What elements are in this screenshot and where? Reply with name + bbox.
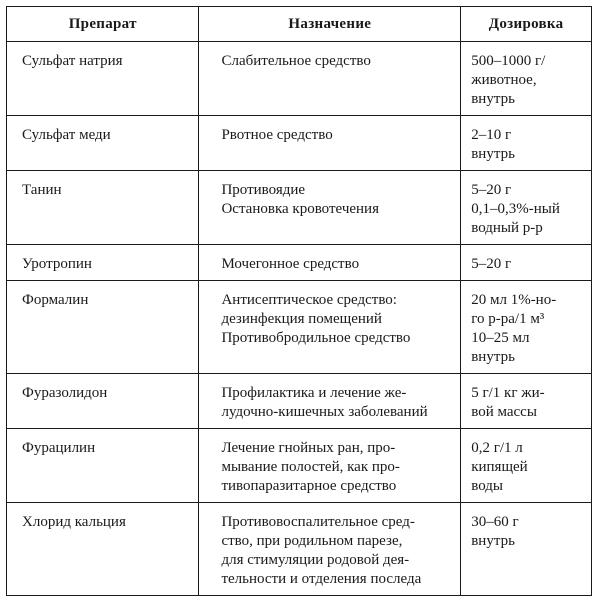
header-purpose: Назначение	[199, 7, 461, 42]
dose-line: 5 г/1 кг жи-	[471, 385, 545, 401]
cell-drug	[7, 245, 199, 281]
purpose-line: Противовоспалительное сред-	[221, 514, 415, 530]
cell-purpose	[199, 281, 461, 374]
dose-line: животное,	[471, 72, 537, 88]
dose-line: го р-ра/1 м³	[471, 311, 545, 327]
purpose-line: тивопаразитарное средство	[221, 478, 397, 494]
purpose-line: лудочно-кишечных заболеваний	[221, 404, 428, 420]
drug-table	[6, 6, 592, 596]
cell-dose	[461, 245, 592, 281]
cell-dose	[461, 116, 592, 171]
drug-name: Уротропин	[22, 256, 92, 272]
drug-name: Хлорид кальция	[22, 514, 126, 530]
cell-dose	[461, 281, 592, 374]
dose-line: кипящей	[471, 459, 528, 475]
cell-dose	[461, 429, 592, 503]
dose-line: 5–20 г	[471, 182, 512, 198]
cell-drug	[7, 171, 199, 245]
table-row	[7, 374, 592, 429]
cell-dose	[461, 374, 592, 429]
table-row	[7, 116, 592, 171]
cell-purpose	[199, 42, 461, 116]
dose-line: 5–20 г	[471, 256, 512, 272]
purpose-line: мывание полостей, как про-	[221, 459, 400, 475]
cell-dose	[461, 503, 592, 596]
purpose-line: Противобродильное средство	[221, 330, 411, 346]
purpose-line: Противоядие	[221, 182, 306, 198]
purpose-line: Остановка кровотечения	[221, 201, 379, 217]
purpose-line: ство, при родильном парезе,	[221, 533, 403, 549]
dose-line: внутрь	[471, 146, 515, 162]
cell-drug	[7, 429, 199, 503]
purpose-line: тельности и отделения последа	[221, 571, 422, 587]
cell-drug	[7, 281, 199, 374]
header-row	[7, 7, 592, 42]
table-row	[7, 503, 592, 596]
table-row	[7, 245, 592, 281]
drug-name: Формалин	[22, 292, 89, 308]
purpose-line: Лечение гнойных ран, про-	[221, 440, 396, 456]
drug-name: Сульфат меди	[22, 127, 111, 143]
dose-line: 2–10 г	[471, 127, 512, 143]
purpose-line: Антисептическое средство:	[221, 292, 397, 308]
cell-dose	[461, 42, 592, 116]
cell-purpose	[199, 171, 461, 245]
header-drug: Препарат	[7, 7, 199, 42]
table-row	[7, 429, 592, 503]
purpose-line: Профилактика и лечение же-	[221, 385, 407, 401]
dose-line: внутрь	[471, 533, 515, 549]
table-row	[7, 42, 592, 116]
table-row	[7, 281, 592, 374]
drug-name: Танин	[22, 182, 62, 198]
purpose-line: для стимуляции родовой дея-	[221, 552, 410, 568]
purpose-line: Мочегонное средство	[221, 256, 360, 272]
dose-line: внутрь	[471, 91, 515, 107]
purpose-line: Рвотное средство	[221, 127, 333, 143]
dose-line: 10–25 мл	[471, 330, 530, 346]
dose-line: 500–1000 г/	[471, 53, 546, 69]
cell-drug	[7, 503, 199, 596]
cell-purpose	[199, 429, 461, 503]
cell-purpose	[199, 503, 461, 596]
dose-line: воды	[471, 478, 503, 494]
cell-drug	[7, 42, 199, 116]
table-body	[7, 42, 592, 596]
dose-line: внутрь	[471, 349, 515, 365]
dose-line: 30–60 г	[471, 514, 519, 530]
cell-drug	[7, 374, 199, 429]
dose-line: 0,2 г/1 л	[471, 440, 523, 456]
table-row	[7, 171, 592, 245]
cell-purpose	[199, 374, 461, 429]
cell-purpose	[199, 245, 461, 281]
drug-name: Фурацилин	[22, 440, 96, 456]
drug-name: Сульфат натрия	[22, 53, 123, 69]
cell-drug	[7, 116, 199, 171]
purpose-line: Слабительное средство	[221, 53, 371, 69]
cell-dose	[461, 171, 592, 245]
dose-line: водный р-р	[471, 220, 543, 236]
dose-line: 0,1–0,3%-ный	[471, 201, 560, 217]
header-dose: Дозировка	[461, 7, 592, 42]
dose-line: вой массы	[471, 404, 537, 420]
cell-purpose	[199, 116, 461, 171]
purpose-line: дезинфекция помещений	[221, 311, 382, 327]
drug-name: Фуразолидон	[22, 385, 108, 401]
dose-line: 20 мл 1%-но-	[471, 292, 557, 308]
